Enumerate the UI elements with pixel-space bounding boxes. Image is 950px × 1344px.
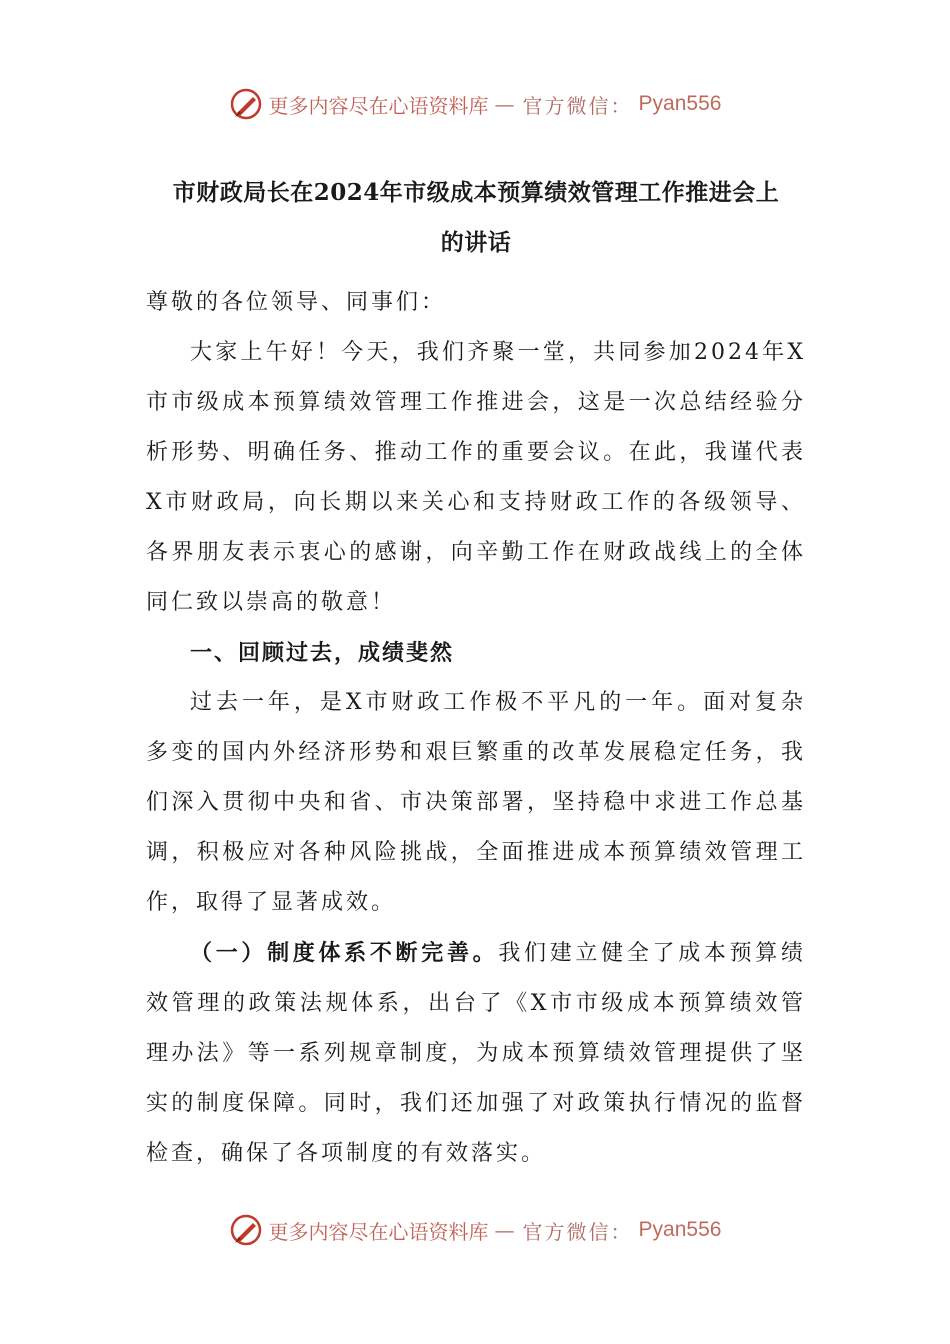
section-heading-1: 一、回顾过去，成绩斐然 — [190, 640, 455, 666]
paragraph-review: 过去一年，是X市财政工作极不平凡的一年。面对复杂多变的国内外经济形势和艰巨繁重的改革发展稳定任务，我们深入贯彻中央和省、市决策部署，坚持稳中求进工作总基调，积极应对各种风险挑战，全面推进成本预算绩效管理工作，取得了显著成效。 — [146, 690, 806, 915]
watermark-main-text: 更多内容尽在心语资料库 — [268, 93, 489, 118]
document-body — [146, 168, 806, 1179]
pen-logo-icon — [229, 87, 263, 121]
paragraph-system-body: 我们建立健全了成本预算绩效管理的政策法规体系，出台了《X市市级成本预算绩效管理办法》等一系列规章制度，为成本预算绩效管理提供了坚实的制度保障。同时，我们还加强了对政策执行情况的监督检查，确保了各项制度的有效落实。 — [146, 941, 806, 1166]
watermark-sub-text: 官方微信： — [522, 1219, 633, 1244]
paragraph-opening: 大家上午好！今天，我们齐聚一堂，共同参加2024年X市市级成本预算绩效管理工作推进会，这是一次总结经验分析形势、明确任务、推动工作的重要会议。在此，我谨代表X市财政局，向长期以来关心和支持财政工作的各级领导、各界朋友表示衷心的感谢，向辛勤工作在财政战线上的全体同仁致以崇高的敬意！ — [146, 340, 806, 615]
watermark-sub-text: 官方微信： — [522, 93, 633, 118]
watermark-main-text: 更多内容尽在心语资料库 — [268, 1219, 489, 1244]
watermark-dash: — — [494, 92, 517, 116]
watermark-dash: — — [494, 1218, 517, 1242]
watermark-code: Pyan556 — [638, 1218, 722, 1241]
title-line-1: 市财政局长在2024年市级成本预算绩效管理工作推进会上 — [172, 179, 780, 206]
paragraph-system-lead: （一）制度体系不断完善。 — [190, 940, 499, 966]
document-title — [146, 168, 806, 268]
title-line-2: 的讲话 — [440, 229, 512, 256]
watermark-code: Pyan556 — [638, 92, 722, 115]
watermark-footer — [0, 1210, 950, 1250]
watermark-header — [0, 84, 950, 124]
salutation: 尊敬的各位领导、同事们： — [146, 290, 447, 315]
paragraph-system — [146, 928, 806, 1179]
pen-logo-icon — [229, 1213, 263, 1247]
